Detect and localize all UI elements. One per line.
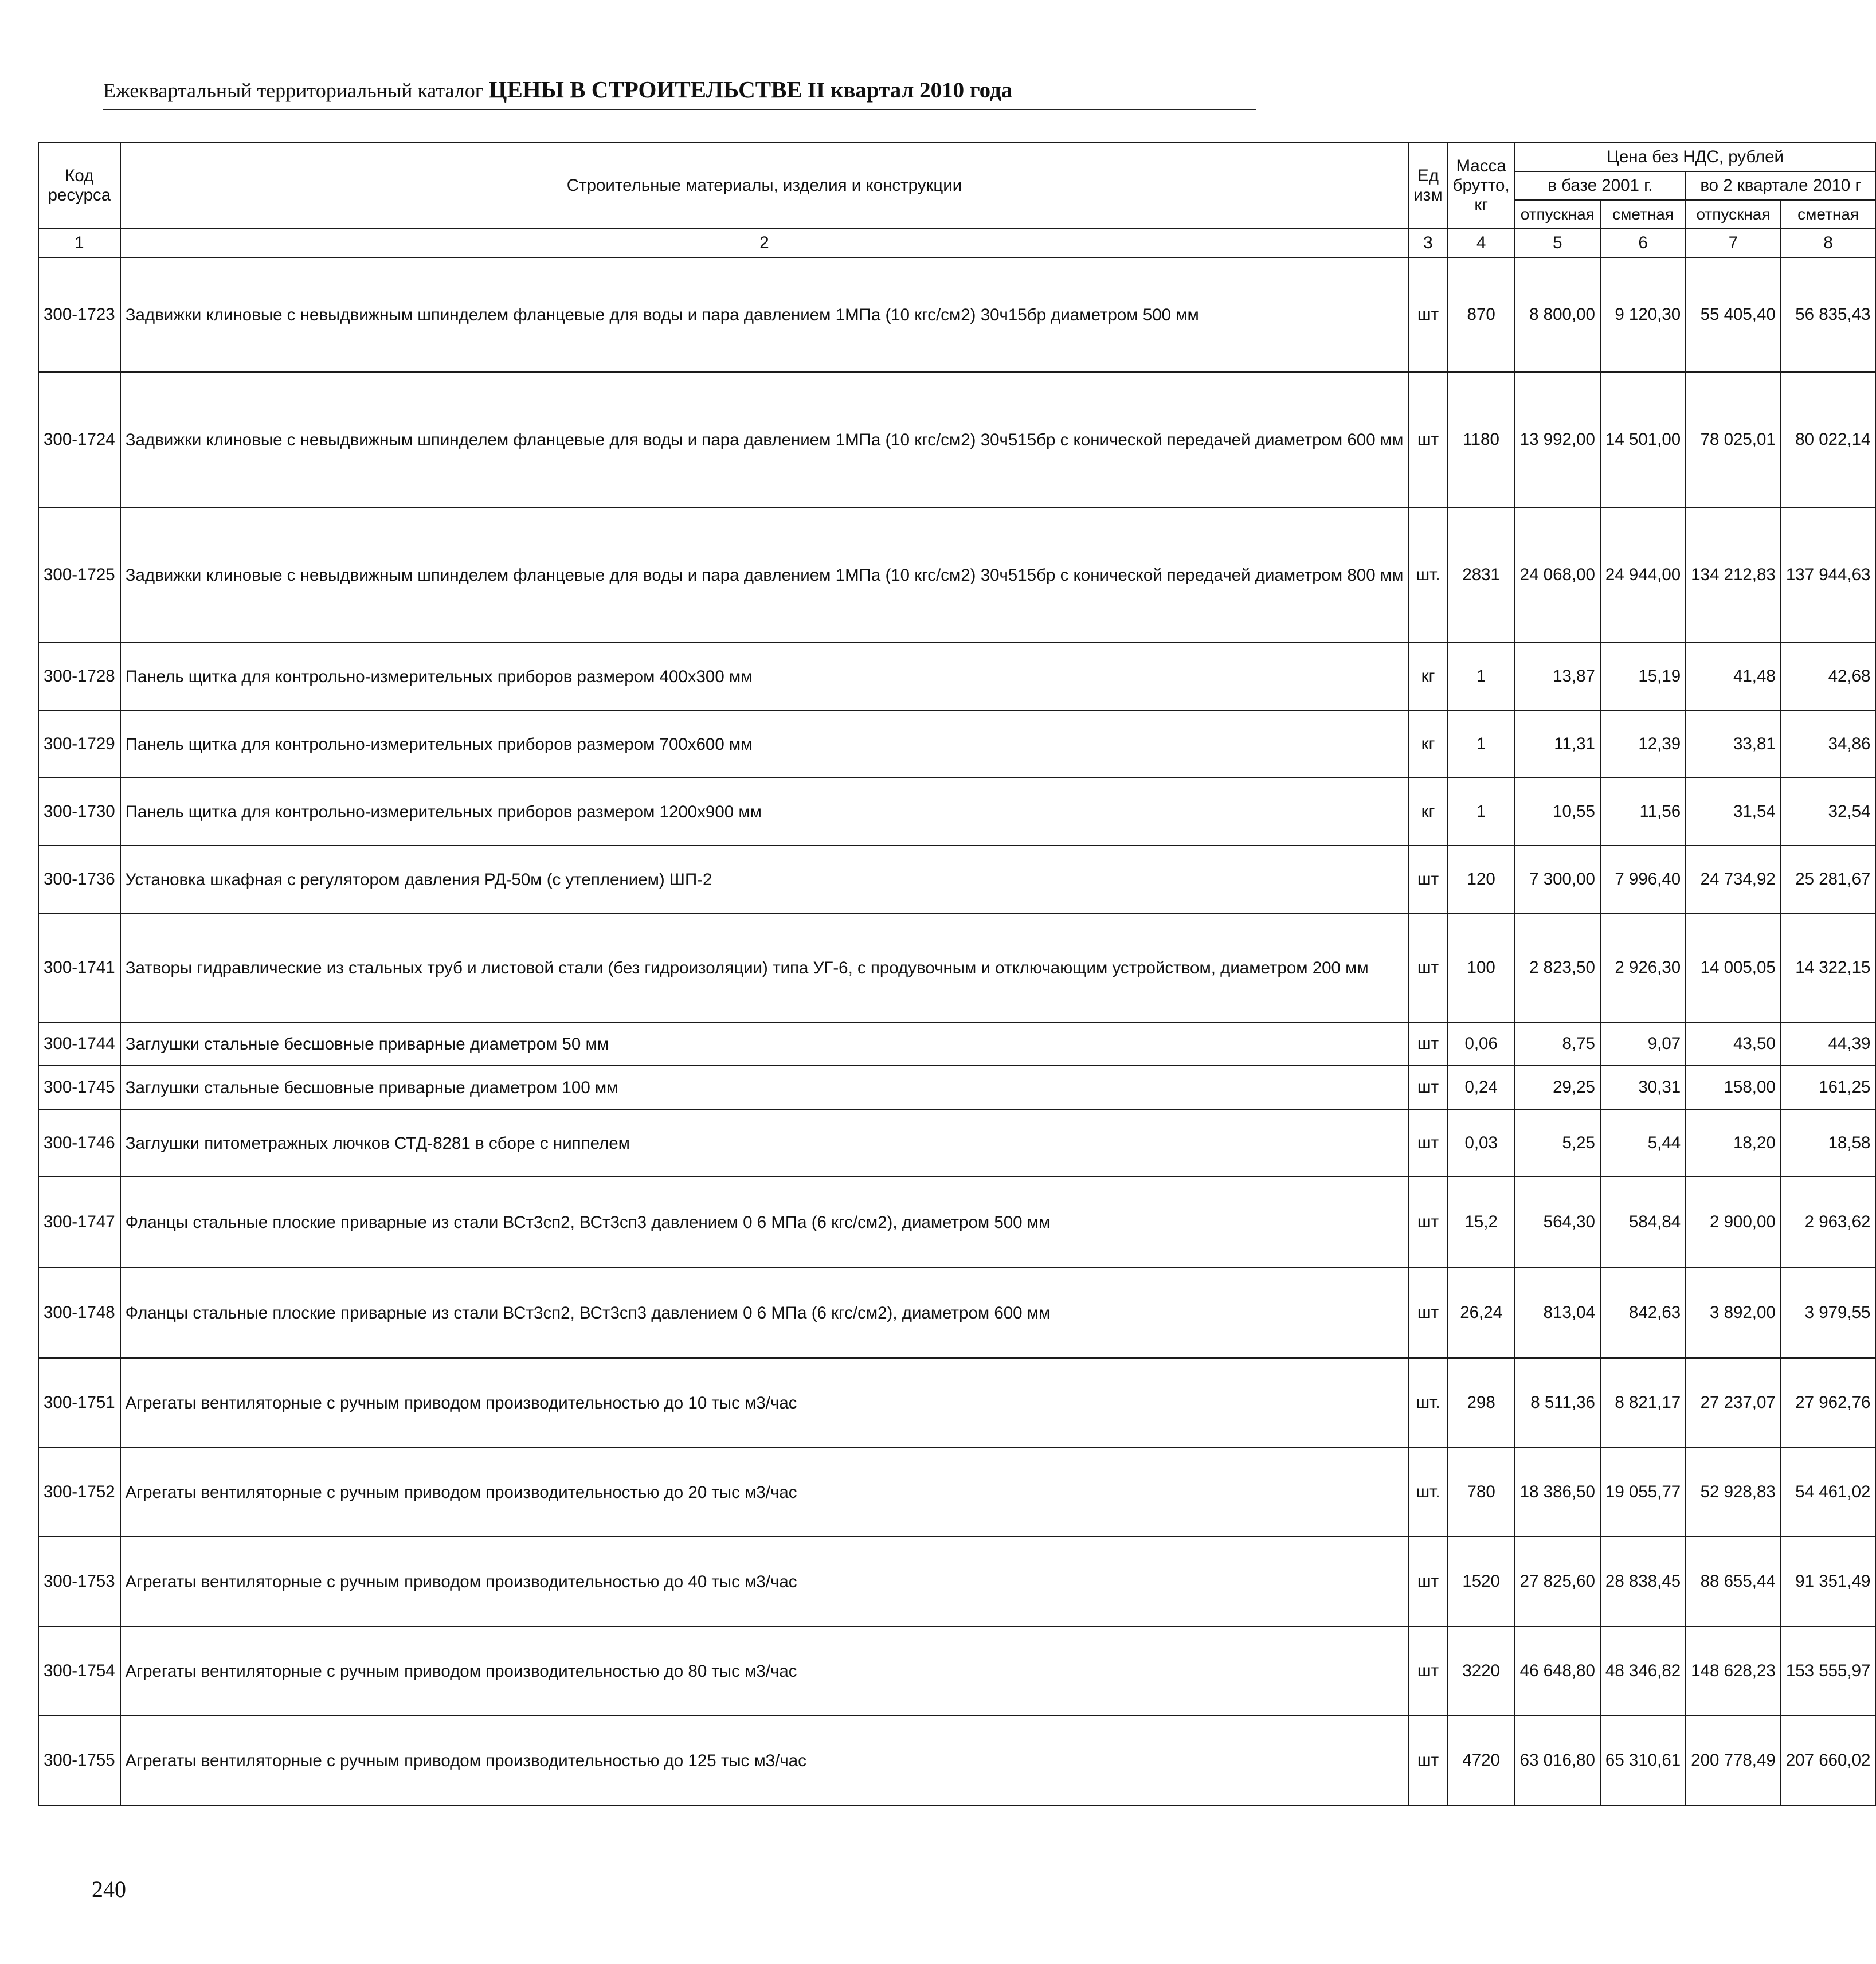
price-base-smet: 5,44 bbox=[1600, 1109, 1686, 1177]
column-number: 7 bbox=[1686, 229, 1781, 257]
table-row bbox=[38, 710, 1875, 778]
price-base-smet: 48 346,82 bbox=[1600, 1626, 1686, 1716]
resource-code: 300-1741 bbox=[38, 913, 120, 1022]
price-cur-smet: 91 351,49 bbox=[1781, 1537, 1876, 1626]
table-row bbox=[38, 257, 1875, 372]
price-cur-smet: 25 281,67 bbox=[1781, 846, 1876, 913]
resource-code: 300-1730 bbox=[38, 778, 120, 846]
price-cur-otp: 31,54 bbox=[1686, 778, 1781, 846]
price-cur-smet: 34,86 bbox=[1781, 710, 1876, 778]
mass-cell: 0,24 bbox=[1448, 1066, 1515, 1109]
table-row bbox=[38, 1358, 1875, 1447]
unit-cell: шт bbox=[1408, 257, 1447, 372]
price-cur-otp: 55 405,40 bbox=[1686, 257, 1781, 372]
column-number: 8 bbox=[1781, 229, 1876, 257]
table-row bbox=[38, 507, 1875, 643]
resource-code: 300-1754 bbox=[38, 1626, 120, 1716]
material-name: Панель щитка для контрольно-измерительных приборов размером 400х300 мм bbox=[120, 643, 1409, 710]
price-cur-otp: 158,00 bbox=[1686, 1066, 1781, 1109]
price-base-smet: 30,31 bbox=[1600, 1066, 1686, 1109]
price-cur-smet: 42,68 bbox=[1781, 643, 1876, 710]
table-row bbox=[38, 372, 1875, 507]
price-cur-otp: 2 900,00 bbox=[1686, 1177, 1781, 1267]
price-base-otp: 5,25 bbox=[1515, 1109, 1600, 1177]
mass-cell: 1520 bbox=[1448, 1537, 1515, 1626]
price-base-otp: 63 016,80 bbox=[1515, 1716, 1600, 1805]
price-base-otp: 27 825,60 bbox=[1515, 1537, 1600, 1626]
catalog-period: II квартал 2010 года bbox=[807, 78, 1013, 103]
price-cur-smet: 153 555,97 bbox=[1781, 1626, 1876, 1716]
resource-code: 300-1736 bbox=[38, 846, 120, 913]
unit-cell: шт. bbox=[1408, 507, 1447, 643]
price-base-otp: 13,87 bbox=[1515, 643, 1600, 710]
price-table bbox=[38, 142, 1876, 1806]
price-base-smet: 28 838,45 bbox=[1600, 1537, 1686, 1626]
price-base-otp: 24 068,00 bbox=[1515, 507, 1600, 643]
price-base-smet: 9 120,30 bbox=[1600, 257, 1686, 372]
col-header-base-otp: отпускная bbox=[1515, 200, 1600, 229]
resource-code: 300-1724 bbox=[38, 372, 120, 507]
price-cur-smet: 137 944,63 bbox=[1781, 507, 1876, 643]
price-base-smet: 14 501,00 bbox=[1600, 372, 1686, 507]
price-base-smet: 65 310,61 bbox=[1600, 1716, 1686, 1805]
price-cur-otp: 78 025,01 bbox=[1686, 372, 1781, 507]
mass-cell: 1 bbox=[1448, 643, 1515, 710]
price-cur-smet: 161,25 bbox=[1781, 1066, 1876, 1109]
resource-code: 300-1746 bbox=[38, 1109, 120, 1177]
material-name: Панель щитка для контрольно-измерительных приборов размером 700х600 мм bbox=[120, 710, 1409, 778]
price-cur-smet: 18,58 bbox=[1781, 1109, 1876, 1177]
price-cur-otp: 27 237,07 bbox=[1686, 1358, 1781, 1447]
material-name: Панель щитка для контрольно-измерительных приборов размером 1200х900 мм bbox=[120, 778, 1409, 846]
table-row bbox=[38, 1066, 1875, 1109]
price-base-otp: 7 300,00 bbox=[1515, 846, 1600, 913]
mass-cell: 15,2 bbox=[1448, 1177, 1515, 1267]
price-cur-otp: 3 892,00 bbox=[1686, 1267, 1781, 1358]
price-cur-otp: 88 655,44 bbox=[1686, 1537, 1781, 1626]
table-body bbox=[38, 257, 1875, 1805]
table-row bbox=[38, 778, 1875, 846]
price-cur-smet: 14 322,15 bbox=[1781, 913, 1876, 1022]
mass-cell: 0,03 bbox=[1448, 1109, 1515, 1177]
unit-cell: шт bbox=[1408, 1066, 1447, 1109]
resource-code: 300-1723 bbox=[38, 257, 120, 372]
price-base-otp: 2 823,50 bbox=[1515, 913, 1600, 1022]
price-cur-smet: 32,54 bbox=[1781, 778, 1876, 846]
table-row bbox=[38, 643, 1875, 710]
col-header-base-smet: сметная bbox=[1600, 200, 1686, 229]
resource-code: 300-1725 bbox=[38, 507, 120, 643]
resource-code: 300-1748 bbox=[38, 1267, 120, 1358]
price-cur-otp: 33,81 bbox=[1686, 710, 1781, 778]
price-cur-smet: 80 022,14 bbox=[1781, 372, 1876, 507]
price-base-otp: 29,25 bbox=[1515, 1066, 1600, 1109]
mass-cell: 0,06 bbox=[1448, 1022, 1515, 1066]
price-cur-smet: 56 835,43 bbox=[1781, 257, 1876, 372]
price-cur-smet: 44,39 bbox=[1781, 1022, 1876, 1066]
unit-cell: шт bbox=[1408, 846, 1447, 913]
resource-code: 300-1745 bbox=[38, 1066, 120, 1109]
price-base-smet: 842,63 bbox=[1600, 1267, 1686, 1358]
price-base-otp: 8,75 bbox=[1515, 1022, 1600, 1066]
col-header-mass: Масса брутто, кг bbox=[1448, 143, 1515, 229]
table-row bbox=[38, 1022, 1875, 1066]
table-row bbox=[38, 1109, 1875, 1177]
column-number: 2 bbox=[120, 229, 1409, 257]
mass-cell: 2831 bbox=[1448, 507, 1515, 643]
resource-code: 300-1729 bbox=[38, 710, 120, 778]
material-name: Фланцы стальные плоские приварные из стали ВСт3сп2, ВСт3сп3 давлением 0 6 МПа (6 кгс/см2), диаметром 500 мм bbox=[120, 1177, 1409, 1267]
material-name: Заглушки питометражных лючков СТД-8281 в сборе с ниппелем bbox=[120, 1109, 1409, 1177]
price-base-smet: 8 821,17 bbox=[1600, 1358, 1686, 1447]
material-name: Агрегаты вентиляторные с ручным приводом производительностью до 40 тыс м3/час bbox=[120, 1537, 1409, 1626]
resource-code: 300-1744 bbox=[38, 1022, 120, 1066]
price-cur-smet: 3 979,55 bbox=[1781, 1267, 1876, 1358]
price-base-otp: 13 992,00 bbox=[1515, 372, 1600, 507]
col-header-price-group: Цена без НДС, рублей bbox=[1515, 143, 1876, 171]
mass-cell: 4720 bbox=[1448, 1716, 1515, 1805]
mass-cell: 3220 bbox=[1448, 1626, 1515, 1716]
resource-code: 300-1747 bbox=[38, 1177, 120, 1267]
table-row bbox=[38, 1716, 1875, 1805]
unit-cell: шт bbox=[1408, 1267, 1447, 1358]
unit-cell: шт bbox=[1408, 372, 1447, 507]
price-base-otp: 10,55 bbox=[1515, 778, 1600, 846]
price-base-smet: 584,84 bbox=[1600, 1177, 1686, 1267]
price-cur-smet: 54 461,02 bbox=[1781, 1447, 1876, 1537]
unit-cell: шт bbox=[1408, 1109, 1447, 1177]
unit-cell: шт bbox=[1408, 1537, 1447, 1626]
column-number: 5 bbox=[1515, 229, 1600, 257]
mass-cell: 780 bbox=[1448, 1447, 1515, 1537]
resource-code: 300-1752 bbox=[38, 1447, 120, 1537]
price-base-smet: 9,07 bbox=[1600, 1022, 1686, 1066]
resource-code: 300-1751 bbox=[38, 1358, 120, 1447]
unit-cell: кг bbox=[1408, 643, 1447, 710]
page-number: 240 bbox=[92, 1876, 126, 1902]
price-base-otp: 18 386,50 bbox=[1515, 1447, 1600, 1537]
table-row bbox=[38, 1447, 1875, 1537]
material-name: Заглушки стальные бесшовные приварные диаметром 100 мм bbox=[120, 1066, 1409, 1109]
table-row bbox=[38, 846, 1875, 913]
price-base-smet: 11,56 bbox=[1600, 778, 1686, 846]
catalog-title: ЦЕНЫ В СТРОИТЕЛЬСТВЕ bbox=[488, 76, 802, 103]
mass-cell: 120 bbox=[1448, 846, 1515, 913]
unit-cell: шт bbox=[1408, 913, 1447, 1022]
table-row bbox=[38, 913, 1875, 1022]
price-base-smet: 24 944,00 bbox=[1600, 507, 1686, 643]
price-base-otp: 8 800,00 bbox=[1515, 257, 1600, 372]
price-base-smet: 2 926,30 bbox=[1600, 913, 1686, 1022]
table-row bbox=[38, 1626, 1875, 1716]
price-base-otp: 11,31 bbox=[1515, 710, 1600, 778]
material-name: Установка шкафная с регулятором давления РД-50м (с утеплением) ШП-2 bbox=[120, 846, 1409, 913]
material-name: Заглушки стальные бесшовные приварные диаметром 50 мм bbox=[120, 1022, 1409, 1066]
price-cur-otp: 41,48 bbox=[1686, 643, 1781, 710]
mass-cell: 26,24 bbox=[1448, 1267, 1515, 1358]
resource-code: 300-1755 bbox=[38, 1716, 120, 1805]
table-row bbox=[38, 1177, 1875, 1267]
unit-cell: кг bbox=[1408, 778, 1447, 846]
mass-cell: 298 bbox=[1448, 1358, 1515, 1447]
table-row bbox=[38, 1537, 1875, 1626]
col-header-cur-smet: сметная bbox=[1781, 200, 1876, 229]
column-number: 1 bbox=[38, 229, 120, 257]
column-number: 3 bbox=[1408, 229, 1447, 257]
col-header-q2-2010: во 2 квартале 2010 г bbox=[1686, 171, 1875, 200]
page-header bbox=[103, 77, 1255, 103]
resource-code: 300-1753 bbox=[38, 1537, 120, 1626]
price-cur-smet: 2 963,62 bbox=[1781, 1177, 1876, 1267]
material-name: Затворы гидравлические из стальных труб и листовой стали (без гидроизоляции) типа УГ-6, с продувочным и отключающим устройством, диаметром 200 мм bbox=[120, 913, 1409, 1022]
price-cur-otp: 43,50 bbox=[1686, 1022, 1781, 1066]
price-cur-smet: 207 660,02 bbox=[1781, 1716, 1876, 1805]
price-cur-otp: 18,20 bbox=[1686, 1109, 1781, 1177]
table-row bbox=[38, 1267, 1875, 1358]
column-number-row bbox=[38, 229, 1875, 257]
mass-cell: 100 bbox=[1448, 913, 1515, 1022]
column-number: 6 bbox=[1600, 229, 1686, 257]
price-base-smet: 19 055,77 bbox=[1600, 1447, 1686, 1537]
unit-cell: шт. bbox=[1408, 1447, 1447, 1537]
price-base-otp: 46 648,80 bbox=[1515, 1626, 1600, 1716]
material-name: Задвижки клиновые с невыдвижным шпинделем фланцевые для воды и пара давлением 1МПа (10 кгс/см2) 30ч515бр с конической передачей диаметром 800 мм bbox=[120, 507, 1409, 643]
unit-cell: шт. bbox=[1408, 1358, 1447, 1447]
col-header-name: Строительные материалы, изделия и конструкции bbox=[120, 143, 1409, 229]
material-name: Агрегаты вентиляторные с ручным приводом производительностью до 125 тыс м3/час bbox=[120, 1716, 1409, 1805]
price-base-smet: 7 996,40 bbox=[1600, 846, 1686, 913]
mass-cell: 870 bbox=[1448, 257, 1515, 372]
resource-code: 300-1728 bbox=[38, 643, 120, 710]
col-header-unit: Ед изм bbox=[1408, 143, 1447, 229]
unit-cell: шт bbox=[1408, 1022, 1447, 1066]
mass-cell: 1 bbox=[1448, 778, 1515, 846]
column-number: 4 bbox=[1448, 229, 1515, 257]
price-cur-otp: 24 734,92 bbox=[1686, 846, 1781, 913]
material-name: Задвижки клиновые с невыдвижным шпинделем фланцевые для воды и пара давлением 1МПа (10 кгс/см2) 30ч515бр с конической передачей диаметром 600 мм bbox=[120, 372, 1409, 507]
unit-cell: шт bbox=[1408, 1177, 1447, 1267]
header-prefix: Ежеквартальный территориальный каталог bbox=[103, 79, 484, 102]
mass-cell: 1 bbox=[1448, 710, 1515, 778]
unit-cell: шт bbox=[1408, 1716, 1447, 1805]
price-cur-otp: 148 628,23 bbox=[1686, 1626, 1781, 1716]
price-cur-smet: 27 962,76 bbox=[1781, 1358, 1876, 1447]
price-base-otp: 564,30 bbox=[1515, 1177, 1600, 1267]
col-header-base-2001: в базе 2001 г. bbox=[1515, 171, 1686, 200]
material-name: Агрегаты вентиляторные с ручным приводом производительностью до 20 тыс м3/час bbox=[120, 1447, 1409, 1537]
price-base-smet: 12,39 bbox=[1600, 710, 1686, 778]
col-header-code: Код ресурса bbox=[38, 143, 120, 229]
header-rule bbox=[103, 109, 1256, 110]
material-name: Задвижки клиновые с невыдвижным шпинделем фланцевые для воды и пара давлением 1МПа (10 кгс/см2) 30ч15бр диаметром 500 мм bbox=[120, 257, 1409, 372]
material-name: Агрегаты вентиляторные с ручным приводом производительностью до 80 тыс м3/час bbox=[120, 1626, 1409, 1716]
mass-cell: 1180 bbox=[1448, 372, 1515, 507]
price-base-smet: 15,19 bbox=[1600, 643, 1686, 710]
price-cur-otp: 134 212,83 bbox=[1686, 507, 1781, 643]
unit-cell: шт bbox=[1408, 1626, 1447, 1716]
price-base-otp: 8 511,36 bbox=[1515, 1358, 1600, 1447]
col-header-cur-otp: отпускная bbox=[1686, 200, 1781, 229]
material-name: Агрегаты вентиляторные с ручным приводом производительностью до 10 тыс м3/час bbox=[120, 1358, 1409, 1447]
unit-cell: кг bbox=[1408, 710, 1447, 778]
price-cur-otp: 200 778,49 bbox=[1686, 1716, 1781, 1805]
price-cur-otp: 52 928,83 bbox=[1686, 1447, 1781, 1537]
material-name: Фланцы стальные плоские приварные из стали ВСт3сп2, ВСт3сп3 давлением 0 6 МПа (6 кгс/см2), диаметром 600 мм bbox=[120, 1267, 1409, 1358]
price-base-otp: 813,04 bbox=[1515, 1267, 1600, 1358]
price-cur-otp: 14 005,05 bbox=[1686, 913, 1781, 1022]
